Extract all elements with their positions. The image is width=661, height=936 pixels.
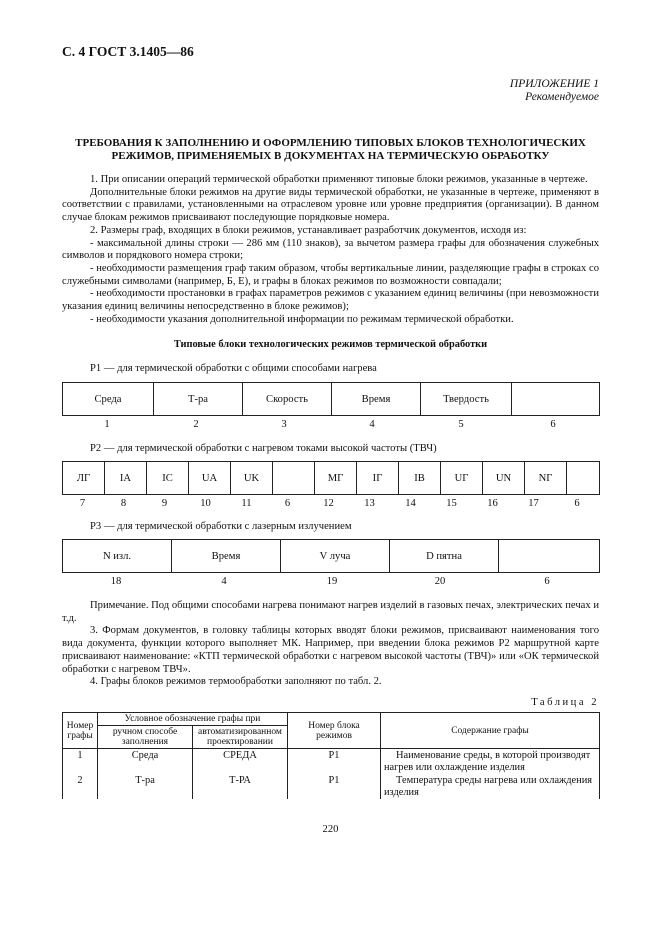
cell-num: 2 [63, 774, 98, 799]
header-auto: автоматизированном проектировании [193, 726, 288, 749]
appendix-label [510, 78, 599, 104]
block1-cell: Т-ра [154, 383, 243, 416]
column-number: 4 [369, 419, 375, 430]
paragraph: 3. Формам документов, в головку таблицы которых вводят блоки режимов, присваивают наименования того вида документа, функции которого выполняет МК. Например, при введении блока режимов Р2 маршрутной карте присваивают наименование: «КТП термической обработки с нагревом высокой частоты (ТВЧ)» или «ОК термической обработки с нагревом ТВЧ». [62, 625, 599, 675]
block2-cell: ЛГ [63, 462, 105, 495]
cell-block: Р1 [288, 774, 381, 799]
column-number: 19 [326, 576, 338, 587]
column-number: 6 [544, 576, 550, 587]
column-number: 8 [120, 498, 127, 509]
header-manual: ручном способе заполнения [98, 726, 193, 749]
column-number: 9 [161, 498, 168, 509]
block1-cell: Время [332, 383, 421, 416]
block1-cell: Среда [63, 383, 154, 416]
header-block: Номер блока режимов [288, 713, 381, 749]
blocks-title: Типовые блоки технологических режимов термической обработки [173, 339, 488, 350]
table-row [63, 749, 600, 775]
list-item: - максимальной длины строки — 286 мм (110 знаков), за вычетом размера графы для обозначения служебных символов и порядкового номера строки; [62, 237, 599, 262]
cell-manual: Среда [98, 749, 193, 775]
column-number: 12 [323, 498, 334, 509]
column-number: 20 [434, 576, 446, 587]
column-number: 1 [104, 419, 110, 430]
column-number: 5 [458, 419, 464, 430]
column-number: 4 [221, 576, 227, 587]
block2-cell: UN [483, 462, 525, 495]
block3-table [62, 539, 600, 573]
block2-numbers [62, 498, 600, 509]
block3-cell: N изл. [63, 540, 172, 573]
column-number: 14 [405, 498, 416, 509]
table2-label: Таблица 2 [531, 697, 599, 708]
block3-cell: V луча [281, 540, 390, 573]
column-number: 6 [574, 498, 580, 509]
cell-num: 1 [63, 749, 98, 775]
header-content: Содержание графы [381, 713, 600, 749]
block3-caption: Р3 — для термической обработки с лазерным излучением [90, 521, 352, 532]
column-number: 11 [241, 498, 252, 509]
column-number: 7 [79, 498, 86, 509]
block2-cell: IГ [357, 462, 399, 495]
column-number: 16 [487, 498, 498, 509]
block1-cell: Скорость [243, 383, 332, 416]
notes-text [62, 600, 599, 689]
header-cond: Условное обозначение графы при [98, 713, 288, 726]
block2-cell: IB [399, 462, 441, 495]
cell-manual: Т-ра [98, 774, 193, 799]
note-paragraph: Примечание. Под общими способами нагрева понимают нагрев изделий в газовых печах, электрических печах и т.д. [62, 600, 599, 624]
column-number: 6 [550, 419, 556, 430]
column-number: 15 [446, 498, 457, 509]
block3-numbers [62, 576, 600, 587]
block3-cell: Время [172, 540, 281, 573]
block2-cell: IA [105, 462, 147, 495]
paragraph: 4. Графы блоков режимов термообработки заполняют по табл. 2. [90, 676, 382, 688]
block1-cell: Твердость [421, 383, 512, 416]
list-item: - необходимости размещения граф таким образом, чтобы вертикальные линии, разделяющие графы в строках со служебными символами (например, Б, Е), и графы в блоках режимов по возможности совпадали; [62, 262, 599, 287]
block1-caption: Р1 — для термической обработки с общими способами нагрева [90, 363, 377, 374]
cell-content: Температура среды нагрева или охлаждения изделия [381, 774, 600, 799]
header-num: Номер графы [63, 713, 98, 749]
page-number: 220 [322, 824, 339, 835]
body-text [62, 174, 599, 326]
block2-cell: UГ [441, 462, 483, 495]
block2-cell: MГ [315, 462, 357, 495]
block2-cell: IC [147, 462, 189, 495]
appendix-note: Рекомендуемое [525, 91, 599, 103]
column-number: 2 [193, 419, 199, 430]
cell-auto: СРЕДА [193, 749, 288, 775]
appendix-title: ПРИЛОЖЕНИЕ 1 [509, 78, 599, 90]
paragraph: 2. Размеры граф, входящих в блоки режимов, устанавливает разработчик документов, исходя из: [90, 224, 527, 236]
block2-cell [567, 462, 600, 495]
block1-cell [512, 383, 600, 416]
column-number: 10 [200, 498, 211, 509]
column-number: 3 [281, 419, 287, 430]
paragraph: 1. При описании операций термической обработки применяют типовые блоки режимов, указанные в чертеже. [90, 174, 588, 185]
block2-cell [273, 462, 315, 495]
column-number: 18 [110, 576, 122, 587]
block2-table [62, 461, 600, 495]
column-number: 17 [528, 498, 539, 509]
cell-content: Наименование среды, в которой производят нагрев или охлаждение изделия [381, 749, 600, 775]
block2-cell: NГ [525, 462, 567, 495]
table-row [63, 774, 600, 799]
table2 [62, 712, 600, 799]
column-number: 6 [284, 498, 291, 509]
block3-cell: D пятна [390, 540, 499, 573]
cell-auto: Т-РА [193, 774, 288, 799]
list-item: - необходимости указания дополнительной информации по режимам термической обработки. [90, 313, 514, 325]
paragraph: Дополнительные блоки режимов на другие виды термической обработки, не указанные в чертеже, применяют в соответствии с правилами, установленными на отраслевом уровне или уровне предприятия (организации). В данном случае блокам режимов присваивают последующие порядковые номера. [62, 186, 599, 224]
block2-caption: Р2 — для термической обработки с нагревом токами высокой частоты (ТВЧ) [90, 443, 437, 454]
block1-table [62, 382, 600, 416]
document-title: ТРЕБОВАНИЯ К ЗАПОЛНЕНИЮ И ОФОРМЛЕНИЮ ТИПОВЫХ БЛОКОВ ТЕХНОЛОГИЧЕСКИХ РЕЖИМОВ, ПРИМЕНЯЕМЫХ В ДОКУМЕНТАХ НА ТЕРМИЧЕСКУЮ ОБРАБОТКУ [75, 137, 586, 162]
cell-block: Р1 [288, 749, 381, 775]
block2-cell: UK [231, 462, 273, 495]
page-header: С. 4 ГОСТ 3.1405—86 [62, 44, 194, 59]
block1-numbers [62, 419, 600, 430]
column-number: 13 [364, 498, 375, 509]
block2-cell: UA [189, 462, 231, 495]
block3-cell [499, 540, 600, 573]
list-item: - необходимости простановки в графах параметров режимов с указанием единиц величины (при невозможности указания единиц величины непосредственно в блоке режимов); [62, 288, 599, 313]
